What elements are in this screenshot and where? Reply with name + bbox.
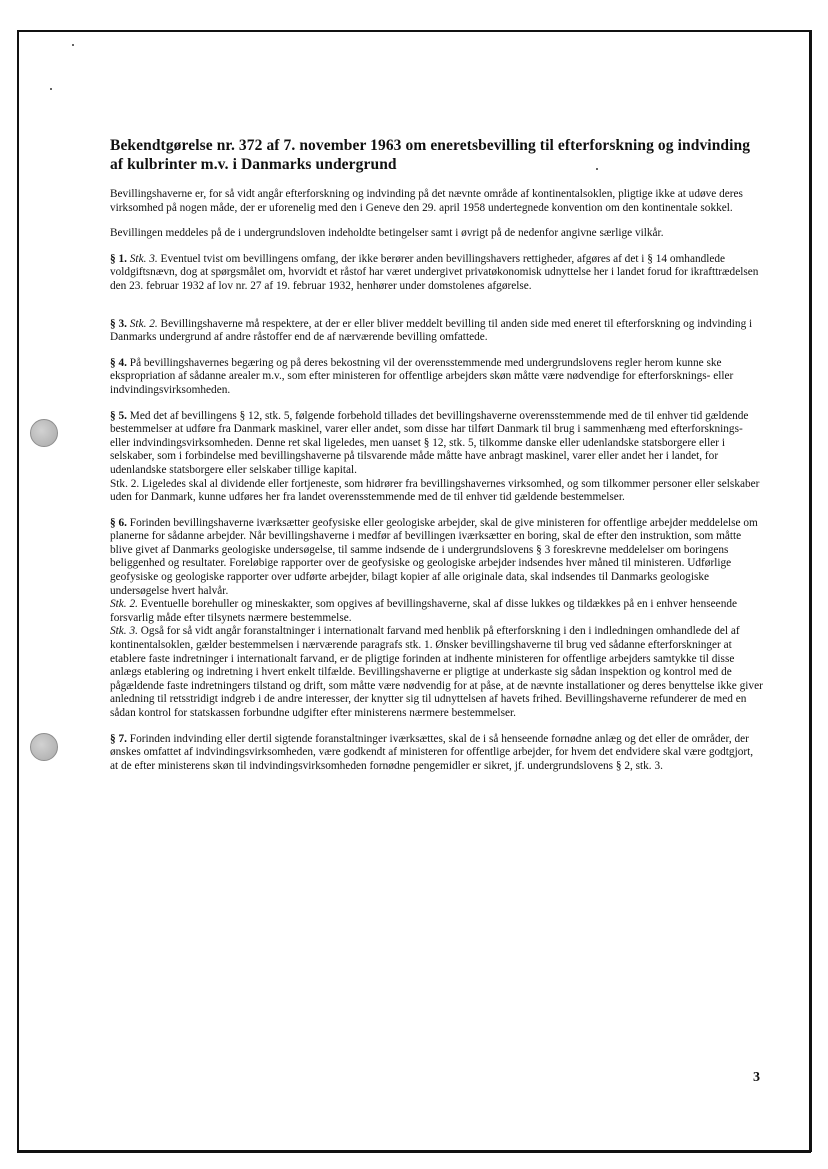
section-3-stk-label: Stk. 2. — [129, 317, 158, 330]
section-6-text: Forinden bevillingshaverne iværksætter geofysiske eller geologiske arbejder, skal de give ministeren for offentlige arbejder meddelelse om planerne for sådanne arbejder. Når bevillingshaverne i medfør af bevillingen iværksætter en boring, skal de efter den instruktion, som måtte blive givet af Danmarks geologiske undersøgelse, til samme indsende de i undergrundslovens § 3 foreskrevne meddelelser om boringens beliggenhed og resultater. Foreløbige rapporter over de geofysiske og geologiske arbejder indsendes hver måned til ministeren. Udførlige geofysiske og geologiske rapporter over udførte arbejder, bilagt kopier af alle originale data, skal indsendes til Danmarks geologiske undersøgelse hvert halvår. — [110, 516, 758, 597]
section-1-stk-label: Stk. 3. — [129, 252, 158, 265]
section-7-text: Forinden indvinding eller dertil sigtende foranstaltninger iværksættes, skal de i så henseende fornødne anlæg og det eller de områder, der ønskes omfattet af indvindingsvirksomheden, være godkendt af ministeren for offentlige arbejder, for hvem det endvidere skal være godtgjort, at de efter ministerens skøn til indvindingsvirksomheden fornødne pengemidler er sikret, jf. undergrundslovens § 2, stk. 3. — [110, 732, 754, 772]
punch-hole-bottom — [30, 733, 58, 761]
punch-hole-top — [30, 419, 58, 447]
section-6-stk-2-label: Stk. 2. — [110, 598, 138, 611]
section-3 — [110, 318, 764, 345]
section-6-number: § 6. — [110, 516, 127, 529]
section-4-number: § 4. — [110, 356, 127, 369]
scan-speck — [72, 44, 74, 46]
section-5-number: § 5. — [110, 409, 127, 422]
section-5-text: Med det af bevillingens § 12, stk. 5, følgende forbehold tillades det bevillingshaverne overensstemmende med de til enhver tid gældende bestemmelser at udføre fra Danmark maskinel, varer eller andet, som disse har tilført Danmark til brug i sammenhæng med efterforsknings- eller indvindingsvirksomheden. Denne ret skal ligeledes, men uanset § 12, stk. 5, tilkomme danske eller udenlandske statsborgere eller i selskaber, som i forbindelse med bevillingshaverne på tilsvarende måde måtte have anbragt maskinel, varer eller andet her i landet, for udenlandske statsborgere eller selskaber tillige kapital. — [110, 409, 749, 476]
section-1-number: § 1. — [110, 252, 127, 265]
section-6-stk-3-label: Stk. 3. — [110, 625, 138, 638]
section-1-text: Eventuel tvist om bevillingens omfang, der ikke berører anden bevillingshavers rettigheder, afgøres af det i § 14 omhandlede voldgiftsnævn, dog at spørgsmålet om, hvorvidt et råstof har været undergivet privatøkonomisk udnyttelse her i landet forud for ikrafttrædelsen den 23. februar 1932 af lov nr. 27 af 19. februar 1932, henhører under domstolenes afgørelse. — [110, 252, 759, 292]
section-7 — [110, 733, 764, 774]
section-5 — [110, 410, 764, 478]
section-5-stk-2 — [110, 478, 764, 505]
section-7-number: § 7. — [110, 732, 127, 745]
section-6-stk-3 — [110, 625, 764, 720]
section-6-stk-2-text: Eventuelle borehuller og mineskakter, som opgives af bevillingshaverne, skal af disse lukkes og tildækkes på en i enhver henseende forsvarlig måde efter tilsynets nærmere bestemmelse. — [110, 598, 738, 624]
section-6-stk-2 — [110, 598, 764, 625]
section-3-number: § 3. — [110, 317, 127, 330]
section-5-stk-2-text: Ligeledes skal al dividende eller fortjeneste, som hidrører fra bevillingshavernes virksomhed, og som tilkommer personer eller selskaber uden for Danmark, kunne udføres her fra landet overensstemmende med de til enhver tid gældende bestemmelser. — [110, 477, 760, 504]
scan-border-right — [809, 30, 812, 1152]
document-body — [110, 136, 764, 785]
scan-border-left — [17, 30, 19, 1152]
section-6 — [110, 517, 764, 599]
section-5-stk-2-label: Stk. 2. — [110, 477, 140, 490]
scan-border-top — [17, 30, 811, 32]
page-number: 3 — [753, 1070, 760, 1085]
document-title: Bekendtgørelse nr. 372 af 7. november 1963 om eneretsbevilling til efterforskning og indvinding af kulbrinter m.v. i Danmarks undergrund — [110, 137, 751, 173]
section-6-stk-3-text: Også for så vidt angår foranstaltninger i internationalt farvand med henblik på efterforskning i den i indledningen omhandlede del af kontinentalsoklen, gælder bestemmelsen i nærværende paragrafs stk. 1. Ønsker bevillingshaverne til brug ved sådanne efterforskninger at etablere faste indretninger i internationalt farvand, er de pligtige forinden at indhente ministeren for offentlige arbejders samtykke til disse anlægs etablering og indretning i hvert enkelt tilfælde. Bevillingshaverne er pligtige at underkaste sig sådan inspektion og kontrol med de pågældende faste indretningers tilstand og drift, som måtte være nødvendig for at påse, at de nævnte installationer og deres benyttelse ikke giver anledning til retsstridigt indgreb i de andre interesser, der knytter sig til udnyttelsen af havets frihed. Bevillingshaverne refunderer de med en sådan kontrol for statskassen forbundne udgifter efter ministerens nærmere bestemmelser. — [110, 625, 763, 719]
scan-border-bottom — [17, 1150, 811, 1153]
section-4-text: På bevillingshavernes begæring og på deres bekostning vil der overensstemmende med undergrundslovens regler herom kunne ske ekspropriation af sådanne arealer m.v., som efter ministeren for offentlige arbejders skøn måtte være nødvendige for efterforsknings- eller indvindingsvirksomheden. — [110, 356, 734, 396]
scan-speck — [50, 88, 52, 90]
section-3-text: Bevillingshaverne må respektere, at der er eller bliver meddelt bevilling til anden side med eneret til efterforskning og indvinding i Danmarks undergrund af andre råstoffer end de af nærværende bevilling omfattede. — [110, 317, 753, 344]
intro-paragraph-1: Bevillingshaverne er, for så vidt angår efterforskning og indvinding på det nævnte område af kontinentalsoklen, pligtige ikke at udøve deres virksomhed på nogen måde, der er uforenelig med den i Geneve den 29. april 1958 undertegnede konvention om den kontinentale sokkel. — [110, 188, 743, 214]
section-1 — [110, 253, 764, 294]
intro-paragraph-2: Bevillingen meddeles på de i undergrundsloven indeholdte betingelser samt i øvrigt på de nedenfor angivne særlige vilkår. — [110, 227, 664, 240]
section-4 — [110, 357, 764, 398]
